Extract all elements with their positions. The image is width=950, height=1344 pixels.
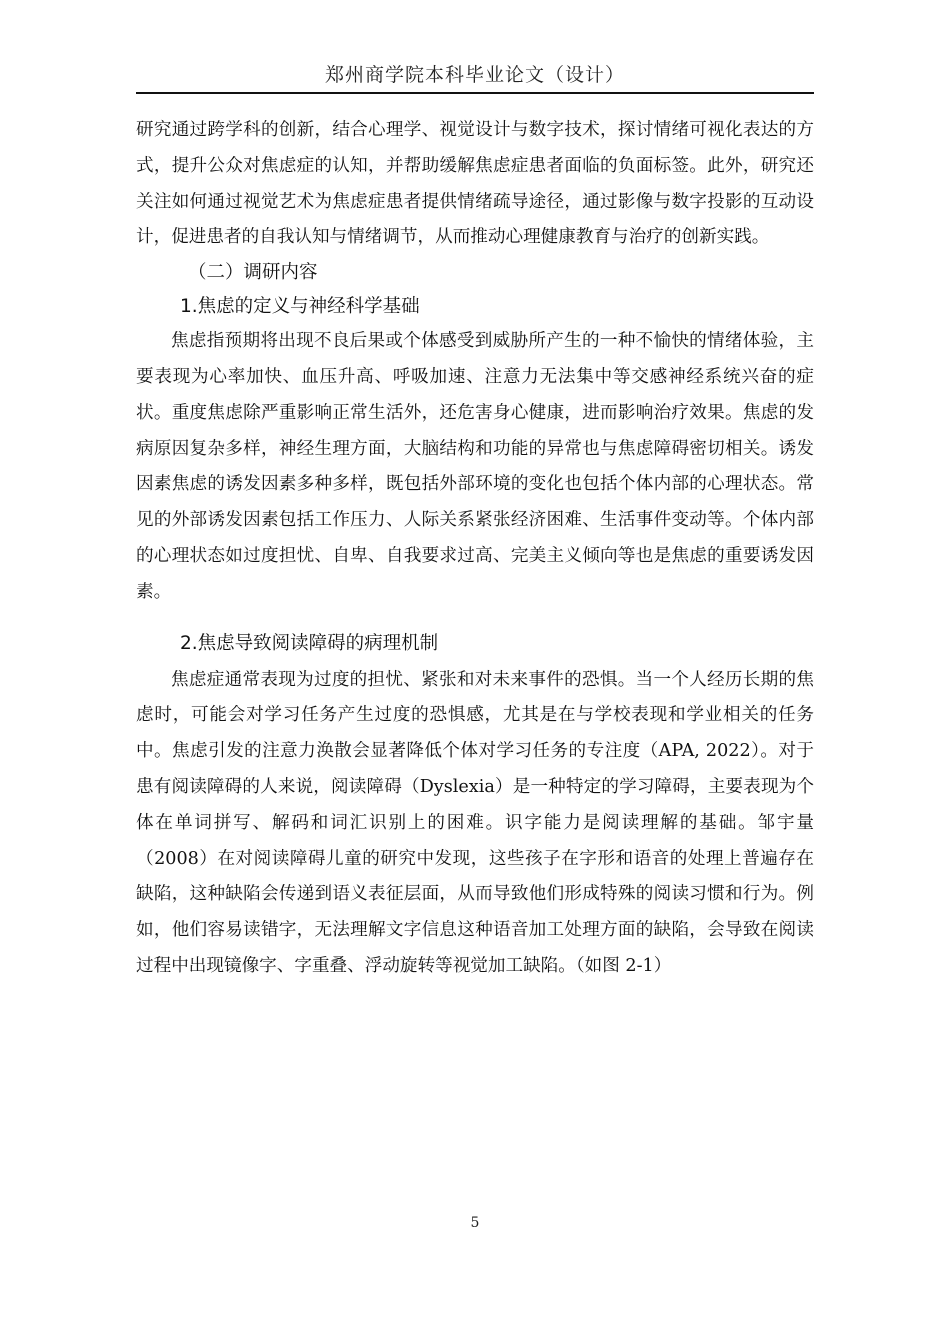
page-number: 5 bbox=[470, 1215, 480, 1231]
document-body bbox=[136, 113, 814, 985]
section-heading: （二）调研内容 bbox=[188, 262, 318, 284]
subsection-paragraph-1: 焦虑指预期将出现不良后果或个体感受到威胁所产生的一种不愉快的情绪体验，主要表现为心率加快、血压升高、呼吸加速、注意力无法集中等交感神经系统兴奋的症状。重度焦虑除严重影响正常生活外，还危害身心健康，进而影响治疗效果。焦虑的发病原因复杂多样，神经生理方面，大脑结构和功能的异常也与焦虑障碍密切相关。诱发因素焦虑的诱发因素多种多样，既包括外部环境的变化也包括个体内部的心理状态。常见的外部诱发因素包括工作压力、人际关系紧张经济困难、生活事件变动等。个体内部的心理状态如过度担忧、自卑、自我要求过高、完美主义倾向等也是焦虑的重要诱发因素。 bbox=[136, 331, 814, 602]
subsection-heading-2: 2.焦虑导致阅读障碍的病理机制 bbox=[180, 632, 439, 654]
running-header: 郑州商学院本科毕业论文（设计） bbox=[324, 64, 625, 86]
subsection-paragraph-2: 焦虑症通常表现为过度的担忧、紧张和对未来事件的恐惧。当一个人经历长期的焦虑时，可能会对学习任务产生过度的恐惧感，尤其是在与学校表现和学业相关的任务中。焦虑引发的注意力涣散会显著降低个体对学习任务的专注度（APA, 2022）。对于患有阅读障碍的人来说，阅读障碍（Dyslexia）是一种特定的学习障碍，主要表现为个体在单词拼写、解码和词汇识别上的困难。识字能力是阅读理解的基础。邹宇量（2008）在对阅读障碍儿童的研究中发现，这些孩子在字形和语音的处理上普遍存在缺陷，这种缺陷会传递到语义表征层面，从而导致他们形成特殊的阅读习惯和行为。例如，他们容易读错字，无法理解文字信息这种语音加工处理方面的缺陷，会导致在阅读过程中出现镜像字、字重叠、浮动旋转等视觉加工缺陷。（如图 2-1） bbox=[136, 669, 814, 976]
header-divider bbox=[136, 92, 814, 94]
intro-paragraph: 研究通过跨学科的创新，结合心理学、视觉设计与数字技术，探讨情绪可视化表达的方式，提升公众对焦虑症的认知，并帮助缓解焦虑症患者面临的负面标签。此外，研究还关注如何通过视觉艺术为焦虑症患者提供情绪疏导途径，通过影像与数字投影的互动设计，促进患者的自我认知与情绪调节，从而推动心理健康教育与治疗的创新实践。 bbox=[136, 120, 814, 248]
subsection-heading-1: 1.焦虑的定义与神经科学基础 bbox=[180, 296, 420, 318]
